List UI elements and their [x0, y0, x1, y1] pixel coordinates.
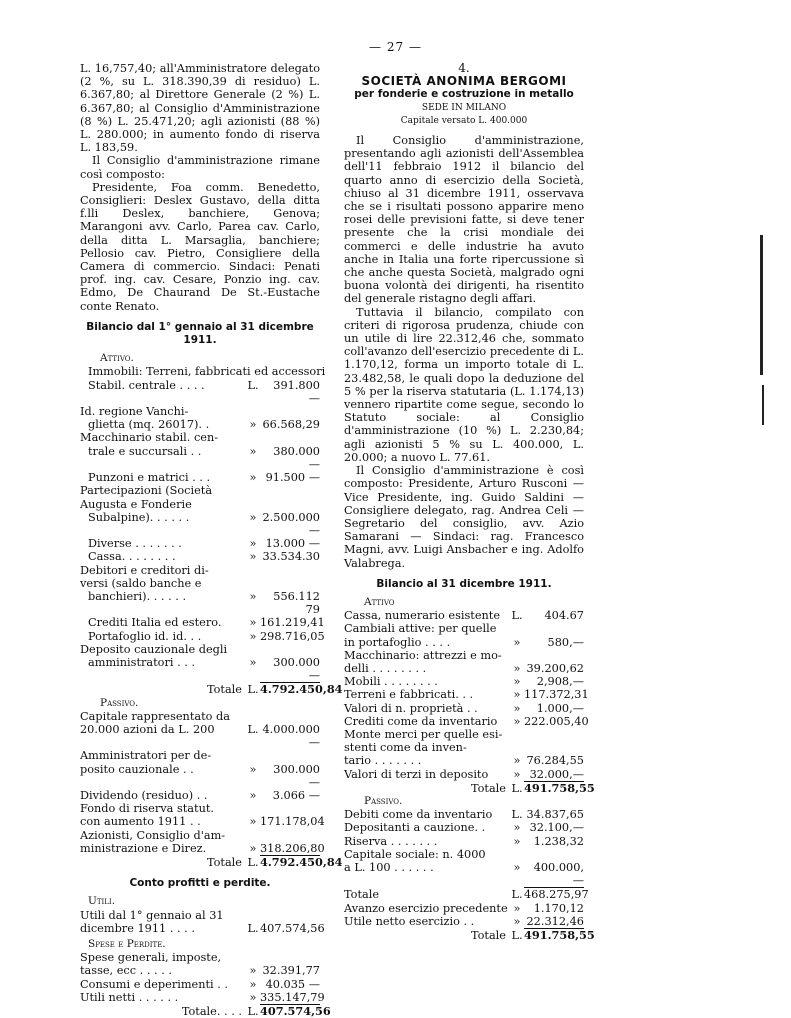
row-amount: 298.716,05	[260, 629, 325, 643]
spese-label: Spese e Perdite.	[88, 938, 166, 950]
row-amount: 76.284,55	[526, 754, 584, 768]
attivo-total	[80, 682, 343, 697]
row-label: Totale. . . .	[181, 1005, 242, 1018]
ledger-row	[344, 741, 584, 754]
row-amount: 400.000,—	[524, 861, 584, 888]
row-currency: »	[249, 510, 257, 524]
row-label: Totale	[470, 929, 506, 942]
ledger-row	[80, 550, 320, 563]
row-label: Monte merci per quelle esi-	[344, 727, 503, 741]
row-amount: 491.758,55	[524, 780, 595, 795]
row-currency: »	[513, 661, 521, 675]
ledger-row	[80, 537, 320, 550]
row-amount: 2.500.000 —	[262, 510, 320, 537]
row-label: Totale	[206, 855, 242, 869]
row-label: Depositanti a cauzione. .	[344, 821, 486, 835]
ledger-row	[80, 723, 320, 749]
row-label: delli . . . . . . . .	[344, 661, 427, 675]
row-currency: »	[249, 537, 257, 551]
row-label: in portafoglio . . . .	[344, 635, 451, 649]
row-currency: »	[249, 655, 257, 669]
ledger-row	[344, 861, 584, 888]
ledger-row	[80, 629, 325, 643]
row-currency: »	[513, 914, 521, 928]
row-label: Portafoglio id. id. . .	[88, 629, 202, 643]
row-amount: 222.005,40	[524, 714, 589, 728]
row-label: Totale	[470, 781, 506, 795]
row-amount: 3.066 —	[272, 788, 320, 802]
row-label: Fondo di riserva statut.	[80, 802, 214, 816]
row-label: Utili netti . . . . . .	[80, 990, 179, 1004]
conto-title: Conto profitti e perdite.	[129, 877, 271, 890]
passivo-table	[80, 709, 325, 856]
row-amount: 32.000,—	[524, 768, 584, 782]
left-column	[80, 62, 343, 1018]
row-label: Punzoni e matrici . . .	[88, 471, 211, 485]
row-currency: »	[249, 444, 257, 458]
row-label: Capitale rappresentato da	[80, 709, 231, 723]
row-label: ministrazione e Direz.	[80, 841, 207, 855]
row-label: versi (saldo banche e	[80, 576, 202, 590]
row-amount: 34.837,65	[526, 808, 584, 822]
ledger-row	[80, 577, 320, 590]
row-label: Capitale sociale: n. 4000	[344, 847, 486, 861]
row-amount: 300.000 —	[273, 762, 320, 789]
row-label: tasse, ecc . . . . .	[80, 964, 172, 978]
ledger-row	[344, 821, 584, 834]
paragraph-3: Il Consiglio d'amministrazione è così composto: Presidente, Arturo Rusconi — Vice Presidente, ing. Guido Saldini — Consigliere delegato, rag. Andrea Celi — Segretario del consiglio, avv. Azio Samarani — Sindaci: rag. Francesco Magni, avv. Luigi Ansbacher e ing. Adolfo Valabrega.	[344, 464, 584, 570]
ledger-row	[80, 643, 320, 656]
ledger-row	[80, 978, 320, 991]
ledger-row	[80, 616, 325, 630]
row-amount: 1.170,12	[533, 901, 584, 915]
ledger-row	[80, 418, 320, 431]
utili-label: Utili.	[88, 895, 116, 908]
attivo-table	[80, 365, 326, 683]
row-amount: 580,—	[547, 635, 584, 649]
row-label: Partecipazioni (Società	[80, 484, 213, 498]
passivo-label-right: Passivo.	[364, 794, 403, 807]
scan-edge-mark	[760, 235, 763, 375]
row-currency: »	[249, 471, 257, 485]
ledger-row	[80, 405, 320, 418]
ledger-row	[80, 379, 320, 405]
ledger-row	[344, 835, 584, 848]
bilancio-title: Bilancio dal 1° gennaio al 31 dicembre 1911.	[86, 320, 314, 347]
row-label: Riserva . . . . . . .	[344, 834, 438, 848]
row-label: dicembre 1911 . . . .	[80, 921, 195, 935]
scan-edge-mark	[762, 385, 764, 425]
sede: SEDE IN MILANO	[421, 102, 507, 113]
row-currency: L.	[247, 855, 259, 869]
ledger-row	[344, 915, 584, 929]
ledger-row	[80, 365, 326, 379]
row-currency: »	[513, 754, 521, 768]
row-currency: »	[513, 821, 521, 835]
row-label: Cambiali attive: per quelle	[344, 622, 497, 636]
row-currency: »	[249, 762, 257, 776]
row-label: tario . . . . . . .	[344, 754, 422, 768]
ledger-row	[80, 909, 320, 922]
row-label: glietta (mq. 26017). .	[88, 418, 210, 432]
row-label: Utili dal 1° gennaio al 31	[80, 908, 224, 922]
row-currency: L.	[511, 808, 523, 822]
ledger-row	[80, 815, 325, 829]
ledger-row	[80, 590, 320, 616]
passivo-label: Passivo.	[100, 696, 139, 709]
row-currency: »	[249, 550, 257, 564]
row-currency: L.	[511, 929, 523, 942]
ledger-row	[80, 763, 320, 789]
row-label: Id. regione Vanchi-	[80, 405, 189, 419]
paragraph-1: Il Consiglio d'amministrazione, presentando agli azionisti dell'Assemblea dell'11 febbraio 1912 il bilancio del quarto anno di esercizio della Società, chiuso al 31 dicembre 1911, osservava che se i risultati possono apparire meno rosei delle previsioni fatte, si deve tener presente che la crisi mondiale dei commerci e delle industrie ha avuto anche in Italia una forte ripercussione sì che anche questa Società, malgrado ogni buona volontà dei dirigenti, ha risentito del generale ristagno degli affari.	[344, 134, 584, 306]
row-currency: »	[513, 688, 521, 702]
spese-total	[80, 1004, 331, 1018]
bilancio-title-right: Bilancio al 31 dicembre 1911.	[376, 577, 552, 590]
row-label: 20.000 azioni da L. 200	[80, 722, 215, 736]
ledger-row	[344, 675, 584, 688]
ledger-row	[344, 888, 589, 902]
row-label: Stabil. centrale . . . .	[88, 378, 205, 392]
row-currency: »	[249, 589, 257, 603]
total-row	[344, 780, 595, 795]
row-label: amministratori . . .	[88, 655, 196, 669]
row-amount: 491.758,55	[524, 928, 595, 942]
row-amount: 468.275,97	[524, 888, 589, 902]
row-currency: »	[513, 635, 521, 649]
row-currency: L.	[247, 722, 259, 736]
passivo-subtotal-right	[344, 888, 589, 902]
row-label: Amministratori per de-	[80, 749, 212, 763]
ledger-row	[344, 848, 584, 861]
row-amount: 1.238,32	[533, 834, 584, 848]
intro-paragraph: L. 16,757,40; all'Amministratore delegato (2 %, su L. 318.390,39 di residuo) L. 6.367,80; al Direttore Generale (2 %) L. 6.367,80; al Consiglio d'Amministrazione (8 %) L. 25.471,20; agli azionisti (88 %) L. 280.000; in aumento fondo di riserva L. 183,59.	[80, 62, 320, 155]
paragraph-2: Tuttavia il bilancio, compilato con criteri di rigorosa prudenza, chiude con un utile di lire 22.312,46 che, sommato coll'avanzo dell'esercizio precedente di L. 1.170,12, forma un importo totale di L. 23.482,58, le quali dopo la deduzione del 5 % per la riserva statutaria (L. 1.174,13) vennero ripartite come segue, secondo lo Statuto sociale: al Consiglio d'amministrazione (10 %) L. 2.230,84; agli azionisti 5 % su L. 400.000, L. 20.000; a nuovo L. 77.61.	[344, 305, 584, 464]
row-label: Terreni e fabbricati. . .	[344, 688, 474, 702]
row-label: Valori di terzi in deposito	[344, 767, 489, 781]
composto-paragraph: Il Consiglio d'amministrazione rimane così composto:	[80, 154, 320, 181]
row-currency: »	[513, 701, 521, 715]
ledger-row	[344, 902, 584, 915]
row-currency: »	[249, 815, 257, 829]
row-label: Mobili . . . . . . . .	[344, 675, 438, 689]
row-label: Avanzo esercizio precedente	[344, 901, 508, 915]
row-label: Crediti Italia ed estero.	[88, 616, 222, 630]
ledger-row	[80, 445, 320, 471]
row-label: Cassa. . . . . . . .	[88, 550, 176, 564]
row-amount: 91.500 —	[265, 471, 320, 485]
ledger-row	[80, 829, 320, 842]
total-row	[344, 928, 595, 942]
ledger-row	[344, 728, 584, 741]
row-currency: L.	[247, 683, 259, 697]
ledger-row	[344, 636, 584, 649]
row-amount: 4.000.000 —	[262, 722, 320, 750]
utili-table	[80, 908, 325, 935]
row-amount: 2,908,—	[536, 675, 584, 689]
attivo-label-right: Attivo	[364, 595, 395, 608]
attivo-label: Attivo.	[100, 352, 134, 365]
row-currency: »	[249, 616, 257, 630]
row-label: banchieri). . . . . .	[88, 589, 187, 603]
row-label: Dividendo (residuo) . .	[80, 788, 208, 802]
row-amount: 161.219,41	[260, 616, 325, 630]
row-label: Utile netto esercizio . .	[344, 914, 475, 928]
row-amount: 335.147,79	[260, 990, 325, 1004]
row-currency: L.	[247, 1005, 259, 1018]
row-label: Crediti come da inventario	[344, 714, 498, 728]
row-currency: »	[249, 788, 257, 802]
ledger-row	[80, 511, 320, 537]
row-label: Totale	[206, 683, 242, 697]
row-currency: »	[513, 901, 521, 915]
row-amount: 117.372,31	[524, 688, 589, 702]
company-title: SOCIETÀ ANONIMA BERGOMI	[361, 74, 567, 89]
row-currency: »	[513, 714, 521, 728]
row-currency: »	[249, 990, 257, 1004]
row-amount: 33.534.30	[262, 550, 320, 564]
ledger-row	[344, 754, 584, 767]
row-label: con aumento 1911 . .	[80, 815, 201, 829]
row-label: Valori di n. proprietà . .	[344, 701, 478, 715]
row-label: Debiti come da inventario	[344, 808, 493, 822]
ledger-row	[344, 662, 584, 675]
ledger-row	[80, 431, 320, 444]
row-label: Macchinario stabil. cen-	[80, 431, 219, 445]
ledger-row	[80, 802, 320, 815]
ledger-row	[80, 498, 320, 511]
row-label: Immobili: Terreni, fabbricati ed accessori	[88, 365, 326, 379]
row-label: Consumi e deperimenti . .	[80, 977, 229, 991]
row-label: a L. 100 . . . . . .	[344, 860, 434, 874]
row-amount: 171.178,04	[260, 815, 325, 829]
row-currency: »	[249, 964, 257, 978]
row-label: posito cauzionale . .	[80, 762, 194, 776]
attivo-total-right	[344, 780, 595, 795]
row-amount: 39.200,62	[526, 661, 584, 675]
ledger-row	[80, 564, 320, 577]
row-label: Debitori e creditori di-	[80, 563, 209, 577]
members-paragraph: Presidente, Foa comm. Benedetto, Consiglieri: Deslex Gustavo, della ditta f.lli Deslex, banchiere, Genova; Marangoni avv. Carlo, Parea cav. Carlo, della ditta L. Marsaglia, banchiere; Pellosio cav. Pietro, Consigliere della Camera di commercio. Sindaci: Penati prof. ing. cav. Cesare, Ponzio ing. cav. Edmo, De Chaurand De St.-Eustache conte Renato.	[80, 180, 320, 313]
row-currency: »	[513, 675, 521, 689]
row-amount: 4.792.450,84	[260, 682, 343, 697]
row-currency: »	[249, 977, 257, 991]
row-currency: »	[249, 418, 257, 432]
row-currency: »	[513, 834, 521, 848]
attivo-table-right	[344, 609, 589, 782]
row-currency: »	[513, 860, 521, 874]
row-amount: 1.000,—	[536, 701, 584, 715]
ledger-row	[80, 841, 325, 856]
ledger-row	[80, 964, 320, 977]
total-row	[80, 854, 343, 869]
ledger-row	[80, 951, 320, 964]
passivo-total-right	[344, 928, 595, 942]
row-label: Spese generali, imposte,	[80, 951, 222, 965]
row-amount: 318.206,80	[260, 841, 325, 855]
ledger-row	[80, 656, 320, 683]
ledger-row	[344, 768, 584, 782]
row-amount: 391.800 —	[273, 378, 320, 405]
row-currency: L.	[511, 888, 523, 902]
row-amount: 22.312,46	[524, 915, 584, 929]
row-amount: 404.67	[544, 609, 584, 623]
ledger-row	[80, 710, 320, 723]
row-amount: 380.000 —	[273, 444, 320, 471]
row-amount: 13.000 —	[265, 537, 320, 551]
row-amount: 300.000 —	[260, 656, 320, 683]
row-label: Totale	[344, 888, 380, 902]
row-label: Cassa, numerario esistente	[344, 609, 500, 623]
ledger-row	[80, 921, 325, 935]
ledger-row	[344, 702, 584, 715]
ledger-row	[80, 471, 320, 484]
right-column	[344, 61, 595, 942]
row-amount: 556.112 79	[273, 589, 320, 617]
row-amount: 4.792.450,84	[260, 854, 343, 869]
row-label: Macchinario: attrezzi e mo-	[344, 648, 502, 662]
spese-table	[80, 951, 325, 1005]
row-currency: »	[249, 629, 257, 643]
row-label: stenti come da inven-	[344, 741, 467, 755]
row-amount: 32.391,77	[262, 964, 320, 978]
total-row	[80, 682, 343, 697]
avanzo-table-right	[344, 902, 584, 929]
ledger-row	[344, 609, 584, 622]
passivo-table-right	[344, 808, 584, 888]
row-label: Azionisti, Consiglio d'am-	[80, 828, 226, 842]
row-currency: »	[513, 767, 521, 781]
ledger-row	[344, 622, 584, 635]
row-amount: 66.568,29	[262, 418, 320, 432]
passivo-total	[80, 854, 343, 869]
row-amount: 407.574,56	[260, 1004, 331, 1018]
row-label: Diverse . . . . . . .	[88, 537, 182, 551]
row-label: Augusta e Fonderie	[80, 497, 192, 511]
capitale: Capitale versato L. 400.000	[400, 115, 528, 126]
page-number: — 27 —	[369, 40, 422, 54]
ledger-row	[344, 808, 584, 821]
row-label: trale e succursali . .	[88, 444, 202, 458]
row-amount: 40.035 —	[265, 977, 320, 991]
ledger-row	[80, 749, 320, 762]
row-amount: 407.574,56	[260, 921, 325, 935]
ledger-row	[344, 714, 589, 728]
row-currency: »	[249, 841, 257, 855]
total-row	[80, 1004, 331, 1018]
ledger-row	[80, 789, 320, 802]
ledger-row	[80, 484, 320, 497]
section-number: 4.	[458, 61, 470, 75]
ledger-row	[80, 990, 325, 1005]
row-currency: L.	[247, 921, 259, 935]
company-subtitle: per fonderie e costruzione in metallo	[354, 88, 574, 101]
row-currency: L.	[511, 781, 523, 795]
row-label: Subalpine). . . . . .	[88, 510, 190, 524]
row-label: Deposito cauzionale degli	[80, 642, 228, 656]
ledger-row	[344, 688, 589, 702]
ledger-row	[344, 649, 584, 662]
row-currency: L.	[511, 609, 523, 623]
row-amount: 32.100,—	[529, 821, 584, 835]
row-currency: L.	[247, 378, 259, 392]
